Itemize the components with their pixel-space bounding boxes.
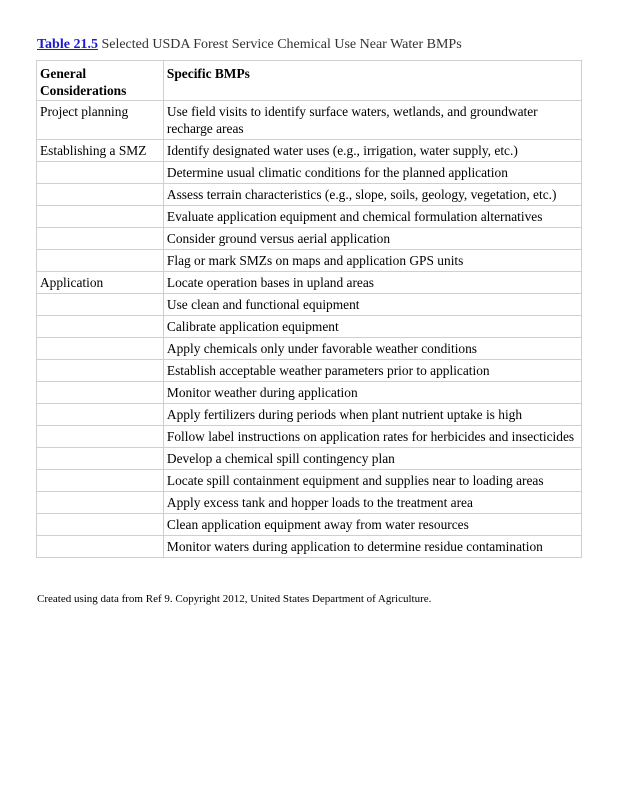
table-row xyxy=(37,536,582,558)
table-row xyxy=(37,492,582,514)
general-consideration-cell xyxy=(37,492,164,514)
specific-bmp-cell: Apply fertilizers during periods when plant nutrient uptake is high xyxy=(163,404,581,426)
table-footnote: Created using data from Ref 9. Copyright 2012, United States Department of Agriculture. xyxy=(37,593,432,605)
general-consideration-cell xyxy=(37,316,164,338)
table-row xyxy=(37,316,582,338)
general-consideration-cell: Project planning xyxy=(37,101,164,140)
general-consideration-cell xyxy=(37,514,164,536)
specific-bmp-cell: Clean application equipment away from water resources xyxy=(163,514,581,536)
specific-bmp-cell: Locate operation bases in upland areas xyxy=(163,272,581,294)
table-row xyxy=(37,338,582,360)
table-title: Selected USDA Forest Service Chemical Use Near Water BMPs xyxy=(101,37,462,52)
table-row xyxy=(37,426,582,448)
general-consideration-cell xyxy=(37,536,164,558)
general-consideration-cell xyxy=(37,382,164,404)
table-row xyxy=(37,404,582,426)
table-row xyxy=(37,250,582,272)
general-consideration-cell xyxy=(37,250,164,272)
specific-bmp-cell: Use field visits to identify surface waters, wetlands, and groundwater recharge areas xyxy=(163,101,581,140)
general-consideration-cell xyxy=(37,404,164,426)
specific-bmp-cell: Flag or mark SMZs on maps and application GPS units xyxy=(163,250,581,272)
table-row xyxy=(37,140,582,162)
table-row xyxy=(37,470,582,492)
table-body xyxy=(37,101,582,558)
bmp-table xyxy=(36,60,582,558)
header-specific-bmps: Specific BMPs xyxy=(163,61,581,101)
specific-bmp-cell: Evaluate application equipment and chemical formulation alternatives xyxy=(163,206,581,228)
general-consideration-cell xyxy=(37,206,164,228)
table-row xyxy=(37,448,582,470)
general-consideration-cell xyxy=(37,228,164,250)
specific-bmp-cell: Calibrate application equipment xyxy=(163,316,581,338)
specific-bmp-cell: Follow label instructions on application rates for herbicides and insecticides xyxy=(163,426,581,448)
general-consideration-cell: Establishing a SMZ xyxy=(37,140,164,162)
general-consideration-cell xyxy=(37,360,164,382)
general-consideration-cell xyxy=(37,448,164,470)
general-consideration-cell xyxy=(37,426,164,448)
table-header-row xyxy=(37,61,582,101)
table-row xyxy=(37,360,582,382)
table-row xyxy=(37,272,582,294)
general-consideration-cell xyxy=(37,162,164,184)
table-caption xyxy=(37,37,462,53)
specific-bmp-cell: Identify designated water uses (e.g., irrigation, water supply, etc.) xyxy=(163,140,581,162)
specific-bmp-cell: Monitor waters during application to determine residue contamination xyxy=(163,536,581,558)
table-row xyxy=(37,514,582,536)
table-row xyxy=(37,228,582,250)
specific-bmp-cell: Establish acceptable weather parameters prior to application xyxy=(163,360,581,382)
specific-bmp-cell: Apply chemicals only under favorable weather conditions xyxy=(163,338,581,360)
table-row xyxy=(37,294,582,316)
table-row xyxy=(37,382,582,404)
table-row xyxy=(37,101,582,140)
table-row xyxy=(37,162,582,184)
general-consideration-cell xyxy=(37,470,164,492)
general-consideration-cell xyxy=(37,338,164,360)
specific-bmp-cell: Assess terrain characteristics (e.g., slope, soils, geology, vegetation, etc.) xyxy=(163,184,581,206)
general-consideration-cell: Application xyxy=(37,272,164,294)
specific-bmp-cell: Apply excess tank and hopper loads to the treatment area xyxy=(163,492,581,514)
table-row xyxy=(37,184,582,206)
table-row xyxy=(37,206,582,228)
header-general-considerations: General Considerations xyxy=(37,61,164,101)
specific-bmp-cell: Locate spill containment equipment and supplies near to loading areas xyxy=(163,470,581,492)
general-consideration-cell xyxy=(37,184,164,206)
specific-bmp-cell: Consider ground versus aerial application xyxy=(163,228,581,250)
specific-bmp-cell: Develop a chemical spill contingency plan xyxy=(163,448,581,470)
specific-bmp-cell: Use clean and functional equipment xyxy=(163,294,581,316)
specific-bmp-cell: Determine usual climatic conditions for the planned application xyxy=(163,162,581,184)
general-consideration-cell xyxy=(37,294,164,316)
table-label-link[interactable]: Table 21.5 xyxy=(37,37,98,52)
specific-bmp-cell: Monitor weather during application xyxy=(163,382,581,404)
